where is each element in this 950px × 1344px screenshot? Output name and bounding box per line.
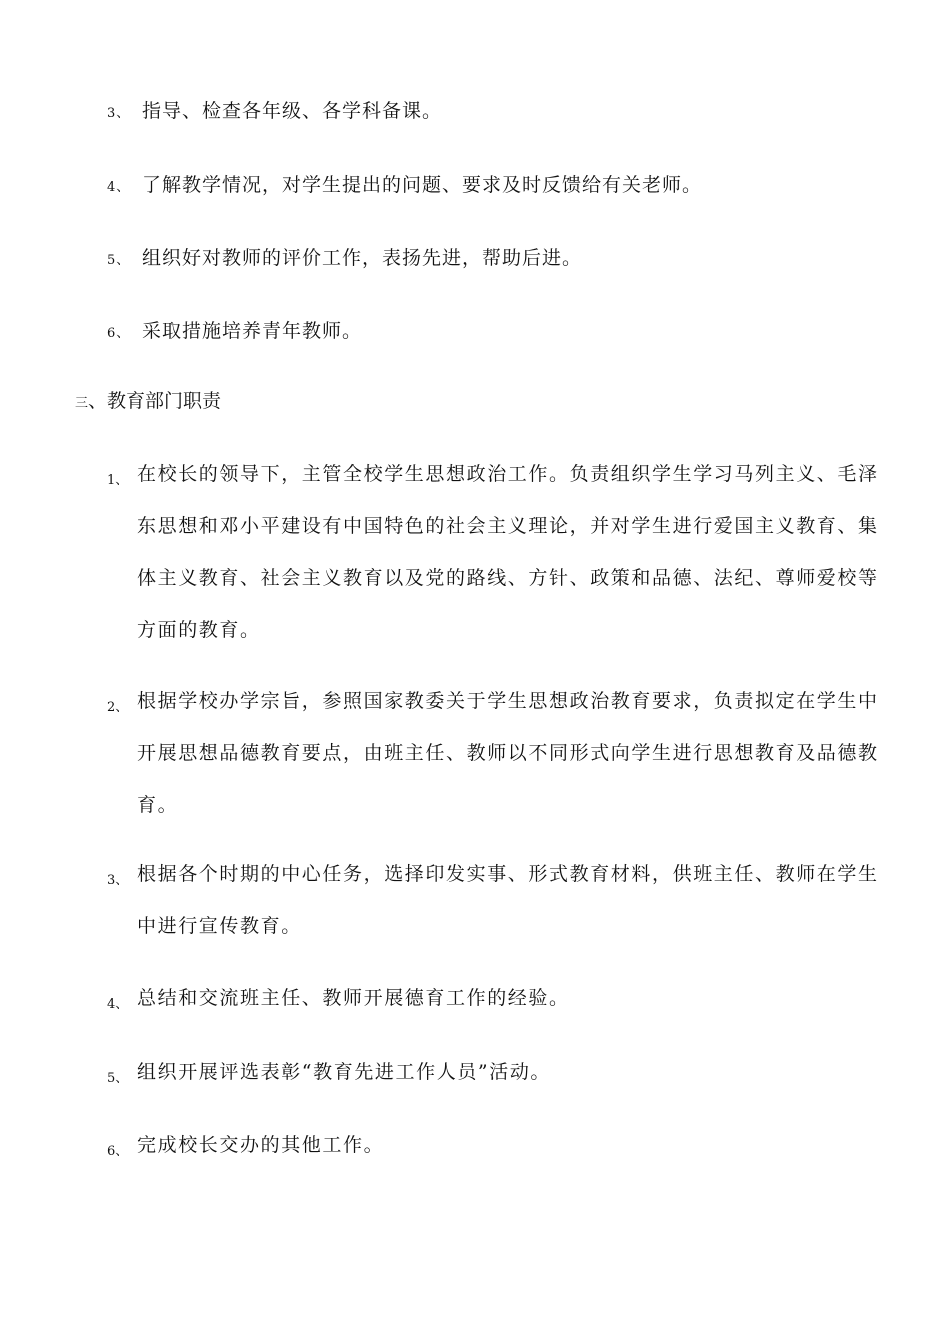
section-title: 、教育部门职责 bbox=[88, 390, 222, 412]
item-number: 5、 bbox=[107, 253, 131, 268]
item-text: 组织开展评选表彰“教育先进工作人员”活动。 bbox=[137, 1061, 552, 1083]
section-number: 三 bbox=[75, 396, 89, 411]
item-text: 了解教学情况，对学生提出的问题、要求及时反馈给有关老师。 bbox=[142, 174, 703, 196]
item-number: 3、 bbox=[107, 873, 129, 888]
item-number: 1、 bbox=[107, 473, 129, 488]
section-heading bbox=[75, 386, 221, 413]
item-text: 总结和交流班主任、教师开展德育工作的经验。 bbox=[137, 987, 570, 1009]
item-text: 采取措施培养青年教师。 bbox=[142, 320, 363, 342]
item-number: 3、 bbox=[107, 106, 131, 121]
item-text: 根据学校办学宗旨，参照国家教委关于学生思想政治教育要求，负责拟定在学生中开展思想品德教育要点，由班主任、教师以不同形式向学生进行思想教育及品德教育。 bbox=[137, 690, 879, 816]
item-number: 4、 bbox=[107, 997, 129, 1012]
item-text: 在校长的领导下，主管全校学生思想政治工作。负责组织学生学习马列主义、毛泽东思想和邓小平建设有中国特色的社会主义理论，并对学生进行爱国主义教育、集体主义教育、社会主义教育以及党的路线、方针、政策和品德、法纪、尊师爱校等方面的教育。 bbox=[137, 463, 879, 641]
item-text: 完成校长交办的其他工作。 bbox=[137, 1134, 385, 1156]
item-number: 6、 bbox=[107, 1144, 129, 1159]
item-text: 组织好对教师的评价工作，表扬先进，帮助后进。 bbox=[142, 247, 583, 269]
item-number: 6、 bbox=[107, 326, 131, 341]
item-number: 2、 bbox=[107, 700, 129, 715]
item-text: 根据各个时期的中心任务，选择印发实事、形式教育材料，供班主任、教师在学生中进行宣传教育。 bbox=[137, 863, 879, 937]
item-text: 指导、检查各年级、各学科备课。 bbox=[142, 100, 443, 122]
item-number: 4、 bbox=[107, 180, 131, 195]
item-number: 5、 bbox=[107, 1071, 129, 1086]
